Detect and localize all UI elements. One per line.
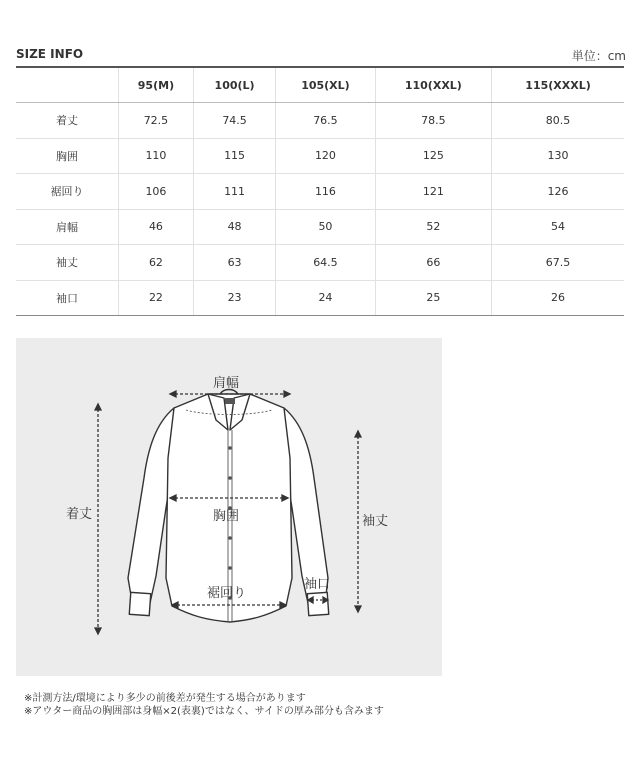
notes <box>24 692 384 718</box>
row-label: 袖丈 <box>16 245 119 281</box>
table-cell: 126 <box>492 174 624 210</box>
table-row <box>16 138 624 174</box>
table-header-row <box>16 67 624 103</box>
note-line: ※アウター商品の胸囲部は身幅×2(表裏)ではなく、サイドの厚み部分も含みます <box>24 706 384 717</box>
table-cell: 62 <box>119 245 194 281</box>
table-cell: 116 <box>276 174 375 210</box>
row-label: 肩幅 <box>16 209 119 245</box>
table-header-empty <box>16 67 119 103</box>
table-header-cell: 115(XXXL) <box>492 67 624 103</box>
label-sleeve: 袖丈 <box>362 514 389 529</box>
table-cell: 72.5 <box>119 103 194 139</box>
table-cell: 115 <box>193 138 275 174</box>
note-line: ※計測方法/環境により多少の前後差が発生する場合があります <box>24 693 306 704</box>
label-chest: 胸囲 <box>213 509 240 524</box>
table-cell: 106 <box>119 174 194 210</box>
table-cell: 26 <box>492 280 624 316</box>
table-cell: 46 <box>119 209 194 245</box>
table-cell: 67.5 <box>492 245 624 281</box>
table-header-cell: 105(XL) <box>276 67 375 103</box>
table-row <box>16 280 624 316</box>
left-cuff <box>129 592 150 615</box>
right-cuff <box>307 592 328 615</box>
table-cell: 54 <box>492 209 624 245</box>
table-cell: 110 <box>119 138 194 174</box>
table-header-cell: 110(XXL) <box>375 67 491 103</box>
label-cuff: 袖口 <box>304 577 331 592</box>
table-cell: 24 <box>276 280 375 316</box>
label-hem: 裾回り <box>207 586 247 601</box>
table-cell: 80.5 <box>492 103 624 139</box>
table-cell: 130 <box>492 138 624 174</box>
table-cell: 52 <box>375 209 491 245</box>
table-row <box>16 103 624 139</box>
table-header-cell: 95(M) <box>119 67 194 103</box>
row-label: 着丈 <box>16 103 119 139</box>
table-row <box>16 174 624 210</box>
unit-label: 単位：cm <box>571 49 626 63</box>
table-cell: 50 <box>276 209 375 245</box>
row-label: 袖口 <box>16 280 119 316</box>
table-cell: 125 <box>375 138 491 174</box>
table-cell: 25 <box>375 280 491 316</box>
label-shoulder: 肩幅 <box>213 376 240 391</box>
table-cell: 120 <box>276 138 375 174</box>
size-info-title: SIZE INFO <box>16 47 84 61</box>
table-cell: 121 <box>375 174 491 210</box>
table-cell: 111 <box>193 174 275 210</box>
row-label: 裾回り <box>16 174 119 210</box>
label-length: 着丈 <box>66 507 93 522</box>
table-header-cell: 100(L) <box>193 67 275 103</box>
size-table <box>16 66 624 316</box>
table-row <box>16 209 624 245</box>
table-cell: 78.5 <box>375 103 491 139</box>
table-row <box>16 245 624 281</box>
table-cell: 63 <box>193 245 275 281</box>
table-cell: 66 <box>375 245 491 281</box>
table-cell: 22 <box>119 280 194 316</box>
measurement-diagram <box>16 338 442 676</box>
table-cell: 74.5 <box>193 103 275 139</box>
table-cell: 23 <box>193 280 275 316</box>
table-cell: 48 <box>193 209 275 245</box>
table-cell: 64.5 <box>276 245 375 281</box>
table-cell: 76.5 <box>276 103 375 139</box>
row-label: 胸囲 <box>16 138 119 174</box>
